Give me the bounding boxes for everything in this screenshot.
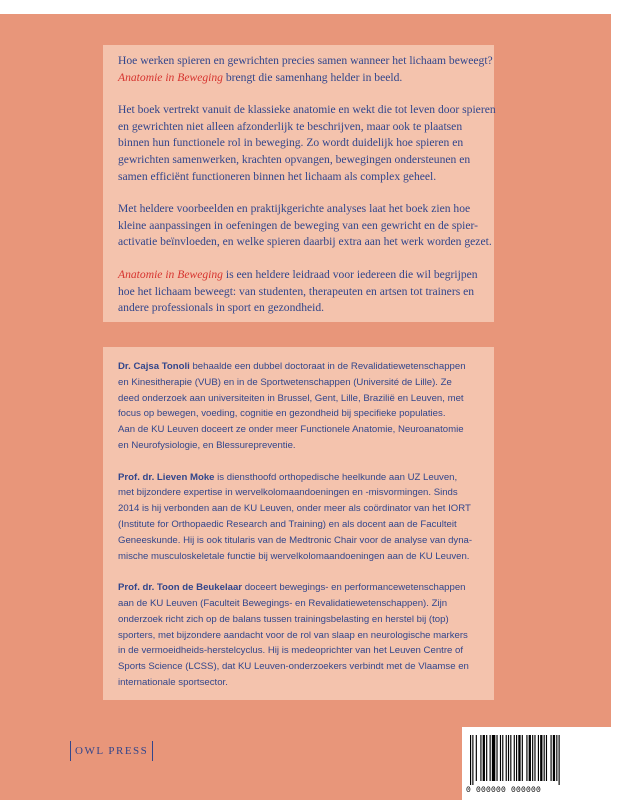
barcode-bar xyxy=(476,735,477,781)
barcode-bar xyxy=(556,735,557,781)
barcode-bar xyxy=(486,735,487,781)
blurb-paragraph-1 xyxy=(118,53,494,86)
authors-panel xyxy=(103,347,494,700)
author-bio-line: focus op bewegen, voeding, cognitie en gezondheid bij specifieke populaties. xyxy=(118,408,446,420)
author-bio xyxy=(118,470,494,565)
author-bio-line: Aan de KU Leuven doceert ze onder meer Functionele Anatomie, Neuroanatomie xyxy=(118,424,464,436)
author-bio-line: 2014 is hij verbonden aan de KU Leuven, onder meer als coördinator van het IORT xyxy=(118,503,471,515)
blurb-line: Het boek vertrekt vanuit de klassieke anatomie en wekt die tot leven door spieren xyxy=(118,103,496,117)
blurb-line: Met heldere voorbeelden en praktijkgerichte analyses laat het boek zien hoe xyxy=(118,202,471,216)
barcode xyxy=(462,727,611,800)
blurb-line: samen efficiënt functioneren binnen het lichaam als complex geheel. xyxy=(118,169,437,183)
blurb-line: andere professionals in sport en gezondheid. xyxy=(118,301,325,315)
author-bio-line: mische musculoskeletale functie bij wervelkolomaandoeningen aan de KU Leuven. xyxy=(118,550,470,562)
author-bio-line: onderzoek richt zich op de balans tussen trainingsbelasting en herstel bij (top) xyxy=(118,613,449,625)
author-bio-text: is diensthoofd orthopedische heelkunde aan UZ Leuven, xyxy=(214,471,458,483)
author-bio-line: Sports Science (LCSS), dat KU Leuven-onderzoekers verbindt met de Vlaamse en xyxy=(118,661,469,673)
barcode-bar xyxy=(483,735,485,781)
author-bio xyxy=(118,580,494,691)
author-bio xyxy=(118,359,494,454)
blurb-paragraph-3 xyxy=(118,201,494,251)
author-bio-line: internationale sportsector. xyxy=(118,676,228,688)
blurb-line: activatie beïnvloeden, en welke spieren daarbij extra aan het werk worden gezet. xyxy=(118,235,492,249)
blurb-paragraph-4 xyxy=(118,267,494,317)
author-bio-line: deed onderzoek aan universiteiten in Brussel, Gent, Lille, Brazilië en Leuven, met xyxy=(118,392,464,404)
publisher-logo: OWL PRESS xyxy=(70,741,153,761)
barcode-bar xyxy=(472,735,473,785)
blurb-panel xyxy=(103,45,494,322)
book-title: Anatomie in Beweging xyxy=(118,70,223,84)
author-bio-line: Geneeskunde. Hij is ook titularis van de Medtronic Chair voor de analyse van dyna- xyxy=(118,534,473,546)
blurb-line xyxy=(118,70,494,87)
author-bio-line: met bijzondere expertise in wervelkolomaandoeningen en -misvormingen. Sinds xyxy=(118,487,458,499)
barcode-bar xyxy=(526,735,527,781)
author-bio-line: en Neurofysiologie, en Blessurepreventie. xyxy=(118,439,296,451)
barcode-bar xyxy=(506,735,507,781)
author-bio-line: en Kinesitherapie (VUB) en in de Sportwetenschappen (Université de Lille). Ze xyxy=(118,376,452,388)
barcode-bar xyxy=(522,735,523,781)
barcode-bar xyxy=(551,735,552,781)
barcode-bar xyxy=(540,735,542,781)
barcode-digits: 0 000000 000000 xyxy=(466,786,542,795)
barcode-bars xyxy=(470,735,604,785)
barcode-bar xyxy=(546,735,547,781)
barcode-bar xyxy=(470,735,471,785)
barcode-bar xyxy=(502,735,503,781)
barcode-bar xyxy=(559,735,560,785)
book-title: Anatomie in Beweging xyxy=(118,267,223,281)
barcode-bar xyxy=(510,735,511,781)
barcode-bar xyxy=(480,735,481,781)
blurb-text: is een heldere leidraad voor iedereen die wil begrijpen xyxy=(222,267,478,281)
barcode-bar xyxy=(516,735,517,781)
author-bio-text: behaalde een dubbel doctoraat in de Revalidatiewetenschappen xyxy=(189,361,466,372)
author-name: Prof. dr. Lieven Moke xyxy=(118,471,215,483)
author-bio-line xyxy=(118,359,494,375)
author-bio-line: sporters, met bijzondere aandacht voor de rol van slaap en neurologische markers xyxy=(118,629,468,641)
barcode-bar xyxy=(518,735,520,781)
barcode-bar xyxy=(553,735,555,781)
blurb-line xyxy=(118,267,494,284)
blurb-line: en gewrichten niet alleen afzonderlijk te beschrijven, maar ook te plaatsen xyxy=(118,119,463,133)
barcode-bar xyxy=(500,735,501,781)
barcode-bar xyxy=(529,735,531,781)
barcode-bar xyxy=(490,735,491,781)
barcode-bar xyxy=(532,735,533,781)
author-name: Prof. dr. Toon de Beukelaar xyxy=(118,582,243,594)
barcode-bar xyxy=(514,735,515,781)
author-bio-line xyxy=(118,470,494,486)
author-bio-text: doceert bewegings- en performancewetenschappen xyxy=(242,582,466,594)
barcode-bar xyxy=(538,735,539,781)
author-bio-line: (Institute for Orthopaedic Research and Training) en als docent aan de Faculteit xyxy=(118,518,457,530)
barcode-bar xyxy=(508,735,509,781)
blurb-line: Hoe werken spieren en gewrichten precies samen wanneer het lichaam beweegt? xyxy=(118,54,493,67)
blurb-line: gewrichten samenwerken, krachten opvangen, bewegingen ondersteunen en xyxy=(118,152,471,166)
barcode-bar xyxy=(534,735,535,781)
barcode-bar xyxy=(496,735,497,781)
blurb-line: binnen hun functionele rol in beweging. Zo wordt duidelijk hoe spieren en xyxy=(118,136,464,150)
blurb-paragraph-2 xyxy=(118,102,494,185)
author-bio-line xyxy=(118,580,494,596)
blurb-line: hoe het lichaam beweegt: van studenten, therapeuten en artsen tot trainers en xyxy=(118,284,475,298)
author-bio-line: aan de KU Leuven (Faculteit Bewegings- en Revalidatiewetenschappen). Zijn xyxy=(118,597,448,609)
barcode-bar xyxy=(492,735,495,781)
barcode-bar xyxy=(544,735,545,781)
blurb-line: kleine aanpassingen in oefeningen de beweging van een gewricht en de spier- xyxy=(118,218,479,232)
blurb-text: brengt die samenhang helder in beeld. xyxy=(222,70,403,84)
author-name: Dr. Cajsa Tonoli xyxy=(118,361,190,372)
author-bio-line: in de vermoeidheids-herstelcyclus. Hij is medeoprichter van het Leuven Centre of xyxy=(118,645,464,657)
